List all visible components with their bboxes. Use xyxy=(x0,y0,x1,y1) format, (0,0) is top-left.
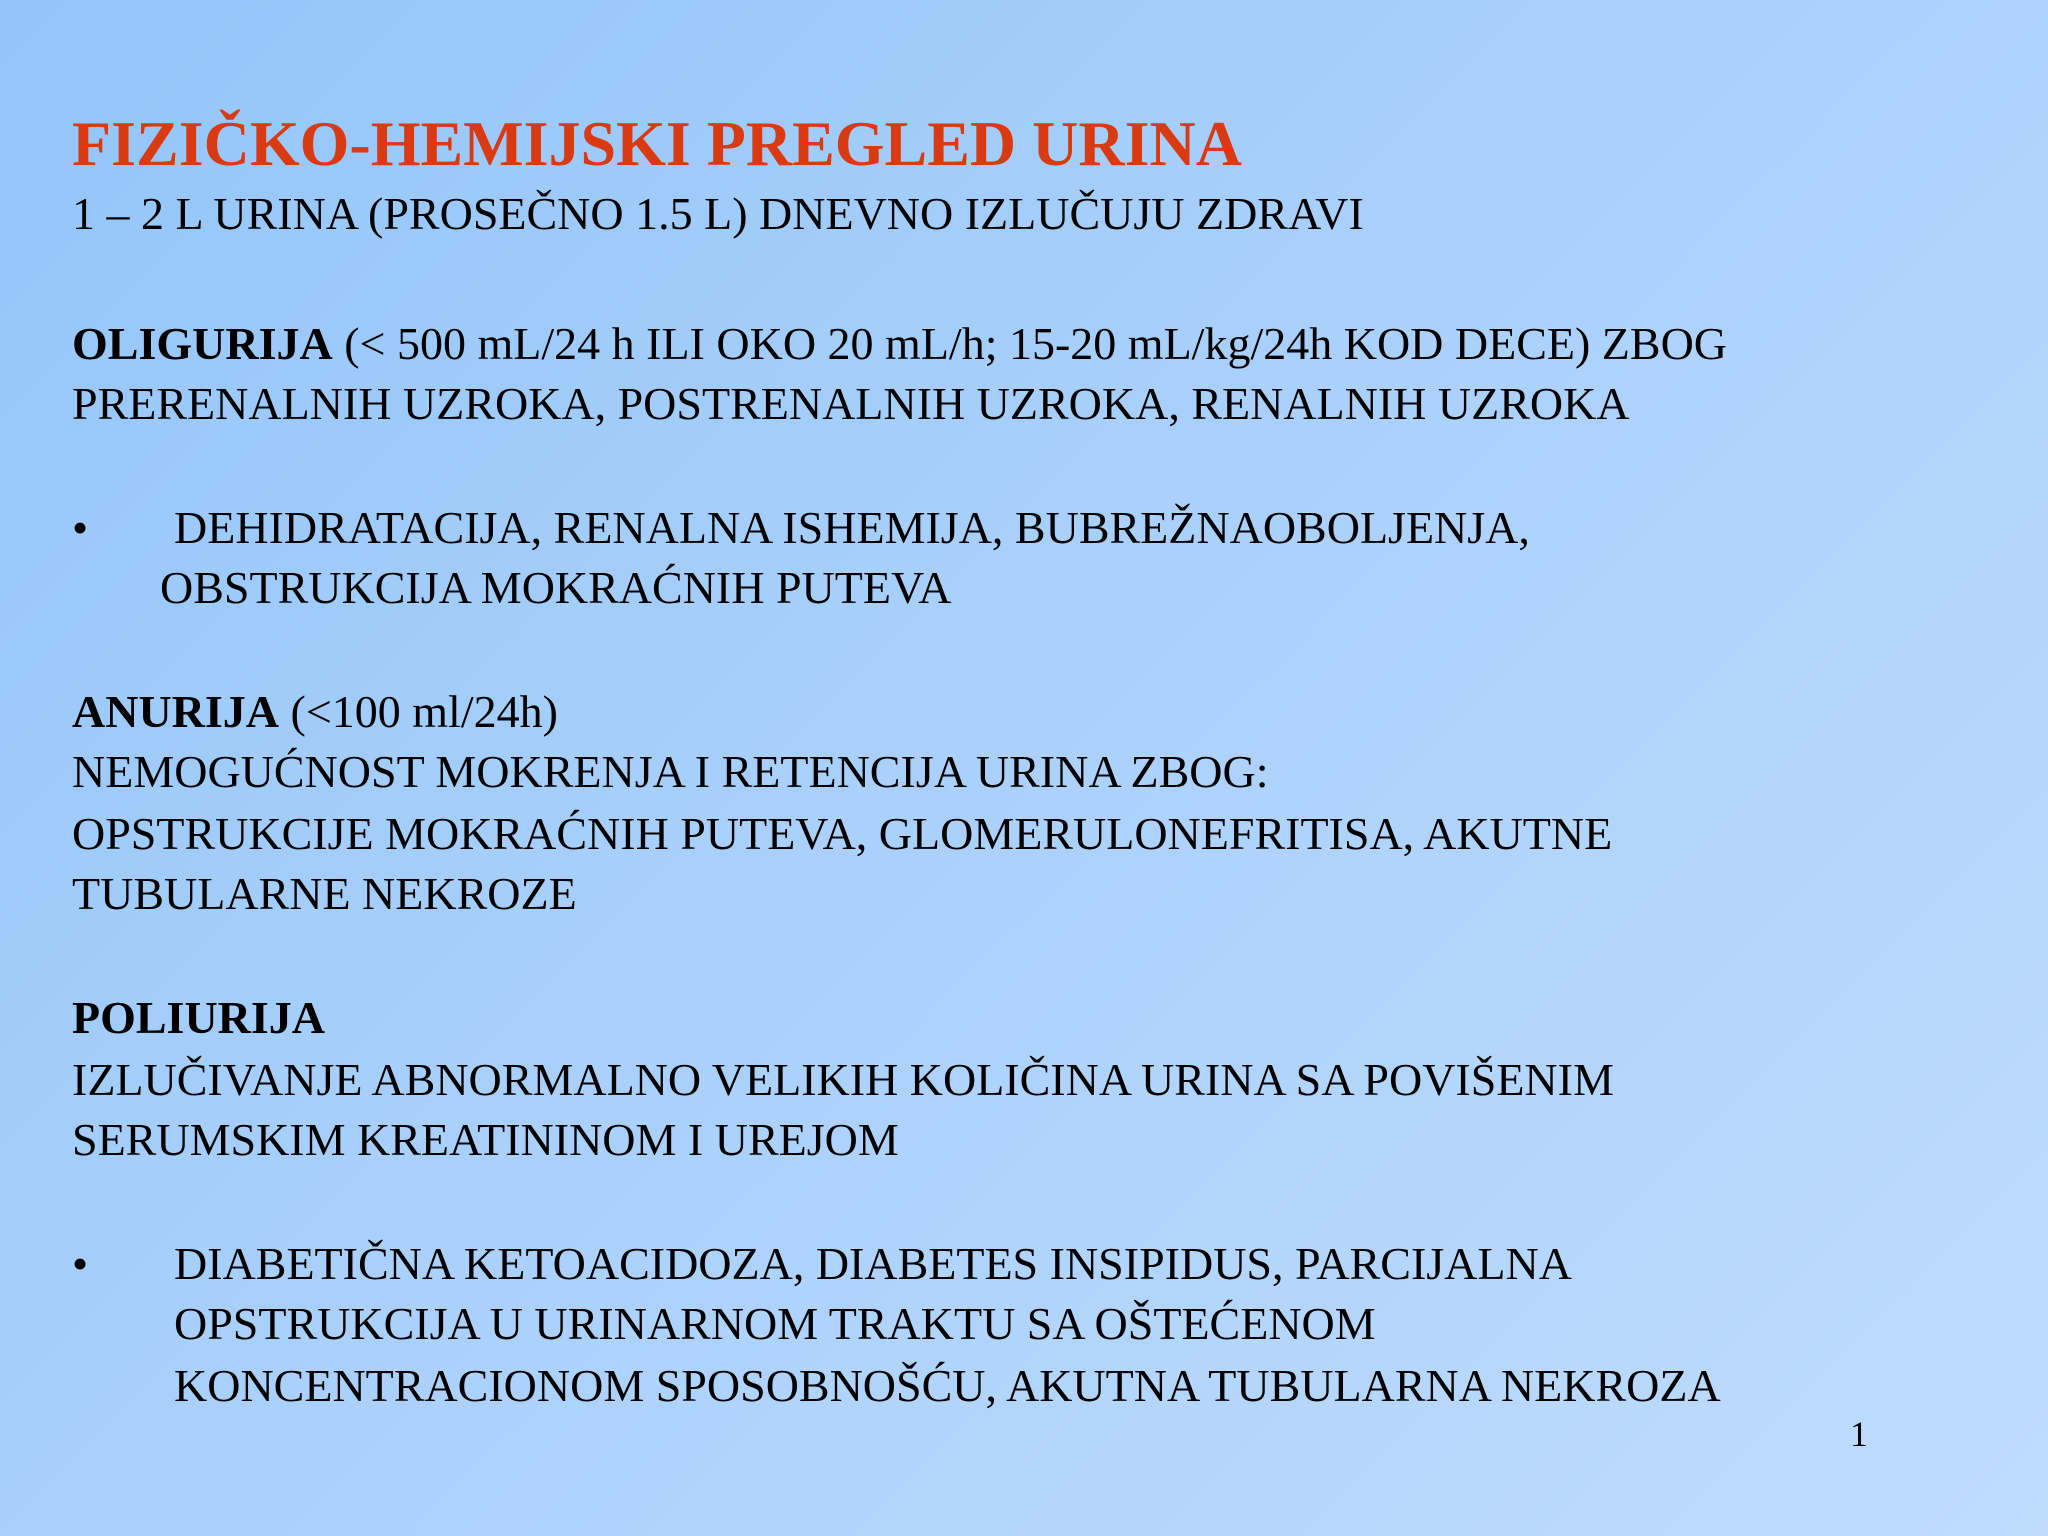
polyuria-line-2: IZLUČIVANJE ABNORMALNO VELIKIH KOLIČINA URINA SA POVIŠENIM xyxy=(72,1054,1614,1105)
anuria-line-2: NEMOGUĆNOST MOKRENJA I RETENCIJA URINA ZBOG: xyxy=(72,746,1269,797)
anuria-term: ANURIJA xyxy=(72,686,279,737)
polyuria-bullet-line-2: OPSTRUKCIJA U URINARNOM TRAKTU SA OŠTEĆENOM xyxy=(174,1298,1376,1349)
polyuria-bullet-symbol: • xyxy=(72,1238,89,1289)
page-number: 1 xyxy=(1850,1414,1868,1454)
polyuria-line-3: SERUMSKIM KREATININOM I UREJOM xyxy=(72,1114,899,1165)
polyuria-bullet-line-3: KONCENTRACIONOM SPOSOBNOŠĆU, AKUTNA TUBULARNA NEKROZA xyxy=(174,1360,1721,1411)
oliguria-term: OLIGURIJA xyxy=(72,318,333,369)
oliguria-bullet-line-1: DEHIDRATACIJA, RENALNA ISHEMIJA, BUBREŽNAOBOLJENJA, xyxy=(174,502,1530,553)
anuria-line-3: OPSTRUKCIJE MOKRAĆNIH PUTEVA, GLOMERULONEFRITISA, AKUTNE xyxy=(72,808,1613,859)
anuria-line-1 xyxy=(72,682,558,742)
oliguria-bullet-symbol: • xyxy=(72,502,89,553)
intro-text: 1 – 2 L URINA (PROSEČNO 1.5 L) DNEVNO IZLUČUJU ZDRAVI xyxy=(72,188,1364,239)
slide-title: FIZIČKO-HEMIJSKI PREGLED URINA xyxy=(72,108,1242,179)
anuria-line-4: TUBULARNE NEKROZE xyxy=(72,868,577,919)
oliguria-line-1 xyxy=(72,314,1727,374)
anuria-definition: (<100 ml/24h) xyxy=(279,686,558,737)
polyuria-term: POLIURIJA xyxy=(72,992,326,1043)
oliguria-line-2: PRERENALNIH UZROKA, POSTRENALNIH UZROKA, RENALNIH UZROKA xyxy=(72,378,1630,429)
polyuria-bullet-line-1: DIABETIČNA KETOACIDOZA, DIABETES INSIPIDUS, PARCIJALNA xyxy=(174,1238,1572,1289)
oliguria-bullet-line-2: OBSTRUKCIJA MOKRAĆNIH PUTEVA xyxy=(160,562,952,613)
oliguria-definition: (< 500 mL/24 h ILI OKO 20 mL/h; 15-20 mL/kg/24h KOD DECE) ZBOG xyxy=(332,318,1728,369)
